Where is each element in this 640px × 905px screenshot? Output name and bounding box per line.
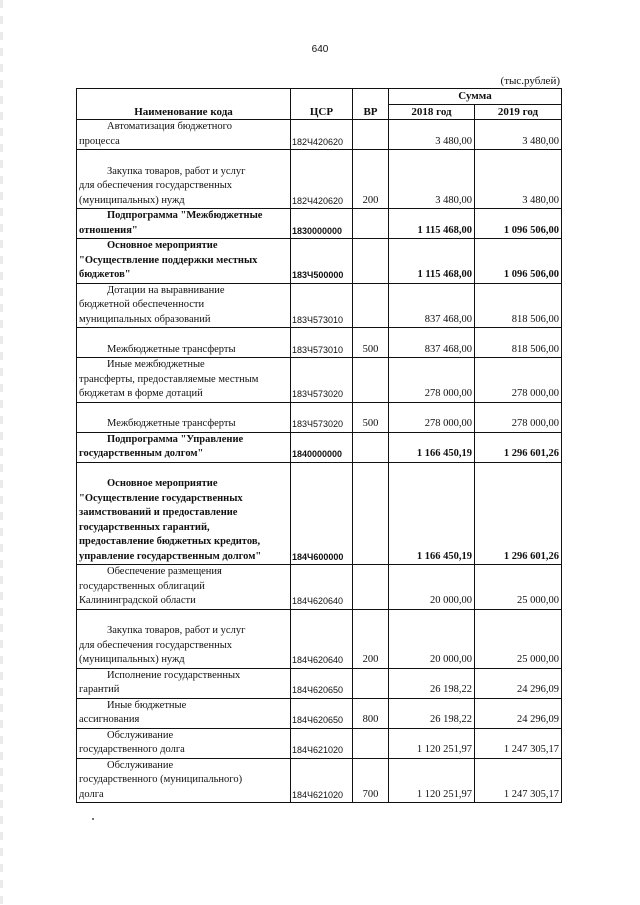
row-csr: 184Ч600000 [291,462,353,565]
row-name-line: государственных гарантий, [79,521,210,533]
header-2018: 2018 год [389,104,475,120]
row-csr: 184Ч620640 [291,609,353,668]
row-name-line: "Осуществление государственных [79,492,243,504]
row-name [77,120,291,150]
row-sum-2019: 1 096 506,00 [475,239,562,284]
row-vr [353,358,389,403]
row-sum-2018: 26 198,22 [389,698,475,728]
row-name [77,609,291,668]
row-sum-2019: 25 000,00 [475,565,562,610]
row-vr [353,209,389,239]
row-csr: 183Ч573020 [291,358,353,403]
row-name-line: государственного долга [79,744,185,755]
row-sum-2018: 20 000,00 [389,609,475,668]
row-sum-2019: 818 506,00 [475,328,562,358]
row-csr: 184Ч620640 [291,565,353,610]
row-vr [353,668,389,698]
row-name-line: Закупка товаров, работ и услуг [107,625,246,636]
scan-dot [92,818,94,820]
row-csr: 182Ч420620 [291,120,353,150]
row-vr: 200 [353,609,389,668]
table-row [77,239,562,284]
row-sum-2018: 3 480,00 [389,150,475,209]
row-name-line [79,150,288,165]
row-name-line [79,403,288,418]
row-sum-2019: 25 000,00 [475,609,562,668]
row-name-line: (муниципальных) нужд [79,654,185,665]
row-sum-2019: 278 000,00 [475,402,562,432]
row-vr [353,432,389,462]
scan-margin-artifact [0,0,3,905]
row-vr [353,120,389,150]
row-name-line: Обслуживание [107,759,174,771]
row-vr: 500 [353,402,389,432]
row-name-line: Дотации на выравнивание [107,284,225,296]
row-name [77,328,291,358]
row-name [77,698,291,728]
row-name-line: Подпрограмма "Управление [107,433,244,445]
row-name [77,565,291,610]
row-name-line: Калининградской области [79,595,196,606]
row-name-line: бюджетам в форме дотаций [79,388,203,399]
table-row [77,283,562,328]
table-row [77,358,562,403]
row-csr: 184Ч621020 [291,758,353,803]
row-sum-2018: 278 000,00 [389,358,475,403]
table-row [77,402,562,432]
header-name: Наименование кода [77,89,291,120]
row-name-line: Основное мероприятие [107,240,218,251]
row-name-line [79,463,288,478]
row-vr [353,728,389,758]
row-name-line: отношения" [79,224,138,236]
row-name-line: (муниципальных) нужд [79,194,185,206]
table-row [77,698,562,728]
table-row [77,668,562,698]
row-sum-2018: 3 480,00 [389,120,475,150]
row-vr: 700 [353,758,389,803]
row-name-line: предоставление бюджетных кредитов, [79,536,261,547]
row-sum-2018: 837 468,00 [389,283,475,328]
row-vr: 500 [353,328,389,358]
row-name-line: Иные бюджетные [107,699,187,711]
page-number: 640 [311,44,329,55]
row-csr: 184Ч620650 [291,698,353,728]
row-csr: 183Ч573010 [291,283,353,328]
row-name-line: Подпрограмма "Межбюджетные [107,210,263,221]
row-name-line: процесса [79,135,120,147]
row-name-line: трансферты, предоставляемые местным [79,373,259,385]
row-name-line: Исполнение государственных [107,669,241,681]
row-sum-2018: 20 000,00 [389,565,475,610]
row-sum-2018: 1 166 450,19 [389,432,475,462]
table-row [77,328,562,358]
row-sum-2019: 278 000,00 [475,358,562,403]
row-sum-2019: 818 506,00 [475,283,562,328]
row-name-line: государственных облигаций [79,580,205,592]
row-sum-2018: 837 468,00 [389,328,475,358]
row-name-line: управление государственным долгом" [79,550,262,562]
row-sum-2019: 1 247 305,17 [475,758,562,803]
header-2019: 2019 год [475,104,562,120]
row-name-line: Иные межбюджетные [107,359,205,370]
header-sum: Сумма [389,89,562,105]
row-vr [353,462,389,565]
table-row [77,150,562,209]
row-name-line: для обеспечения государственных [79,639,232,651]
row-name-line: гарантий [79,684,120,695]
row-name-line [79,328,288,343]
row-csr: 182Ч420620 [291,150,353,209]
row-csr: 183Ч573020 [291,402,353,432]
row-name [77,239,291,284]
table-row [77,209,562,239]
row-sum-2018: 1 115 468,00 [389,239,475,284]
row-name-line: Межбюджетные трансферты [107,343,236,355]
row-name-line: заимствований и предоставление [79,507,238,518]
table-row [77,462,562,565]
row-sum-2019: 24 296,09 [475,698,562,728]
row-name-line: муниципальных образований [79,313,211,325]
table-row [77,758,562,803]
row-name-line: Закупка товаров, работ и услуг [107,165,246,177]
row-name [77,462,291,565]
row-name-line: для обеспечения государственных [79,180,232,191]
table-row [77,609,562,668]
row-name-line: Основное мероприятие [107,478,218,489]
row-sum-2019: 3 480,00 [475,150,562,209]
header-vr: ВР [353,89,389,120]
table-header [77,89,562,120]
row-sum-2018: 278 000,00 [389,402,475,432]
row-name [77,150,291,209]
row-name [77,432,291,462]
row-csr: 1830000000 [291,209,353,239]
row-sum-2019: 3 480,00 [475,120,562,150]
row-vr [353,239,389,284]
row-csr: 183Ч500000 [291,239,353,284]
row-name-line: государственного (муниципального) [79,774,243,785]
row-name-line: Обслуживание [107,729,174,741]
row-name-line: Межбюджетные трансферты [107,418,236,429]
row-vr: 800 [353,698,389,728]
table-row [77,120,562,150]
row-name-line: "Осуществление поддержки местных [79,254,258,266]
row-name-line: бюджетной обеспеченности [79,299,205,310]
row-vr: 200 [353,150,389,209]
row-sum-2019: 1 296 601,26 [475,462,562,565]
row-name-line: долга [79,788,104,800]
row-sum-2018: 1 120 251,97 [389,758,475,803]
row-name-line: бюджетов" [79,269,131,280]
table-row [77,432,562,462]
row-csr: 183Ч573010 [291,328,353,358]
table-row [77,565,562,610]
unit-note: (тыс.рублей) [500,75,560,87]
row-name-line: государственным долгом" [79,448,204,459]
header-csr: ЦСР [291,89,353,120]
row-name-line [79,610,288,625]
row-csr: 184Ч620650 [291,668,353,698]
row-sum-2019: 1 247 305,17 [475,728,562,758]
row-sum-2018: 26 198,22 [389,668,475,698]
row-name [77,758,291,803]
row-name [77,402,291,432]
row-name-line: Автоматизация бюджетного [107,121,232,132]
row-name [77,209,291,239]
row-sum-2018: 1 115 468,00 [389,209,475,239]
table-body [77,120,562,803]
row-csr: 1840000000 [291,432,353,462]
row-csr: 184Ч621020 [291,728,353,758]
row-sum-2019: 1 096 506,00 [475,209,562,239]
row-name [77,668,291,698]
row-name-line: ассигнования [79,714,140,725]
row-sum-2018: 1 120 251,97 [389,728,475,758]
row-name-line: Обеспечение размещения [107,566,222,577]
row-sum-2019: 24 296,09 [475,668,562,698]
row-vr [353,565,389,610]
budget-table [76,88,562,803]
row-vr [353,283,389,328]
row-sum-2019: 1 296 601,26 [475,432,562,462]
row-name [77,283,291,328]
row-name [77,728,291,758]
row-sum-2018: 1 166 450,19 [389,462,475,565]
row-name [77,358,291,403]
table-row [77,728,562,758]
